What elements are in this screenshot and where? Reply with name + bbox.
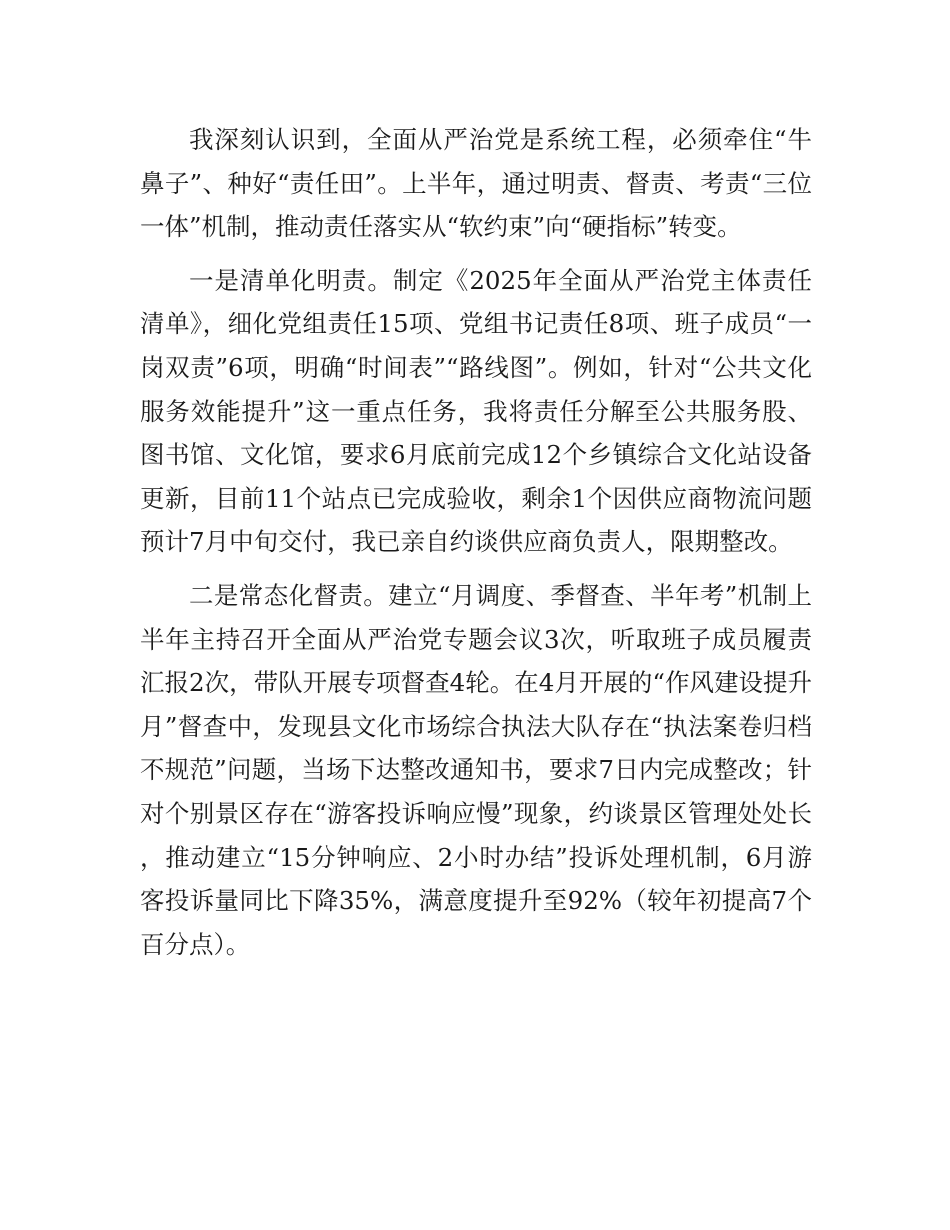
document-body	[140, 118, 812, 976]
paragraph-intro: 我深刻认识到，全面从严治党是系统工程，必须牵住“牛鼻子”、种好“责任田”。上半年，通过明责、督责、考责“三位一体”机制，推动责任落实从“软约束”向“硬指标”转变。	[140, 125, 812, 242]
paragraph-list-responsibility: 一是清单化明责。制定《2025年全面从严治党主体责任清单》，细化党组责任15项、党组书记责任8项、班子成员“一岗双责”6项，明确“时间表”“路线图”。例如，针对“公共文化服务效能提升”这一重点任务，我将责任分解至公共服务股、图书馆、文化馆，要求6月底前完成12个乡镇综合文化站设备更新，目前11个站点已完成验收，剩余1个因供应商物流问题预计7月中旬交付，我已亲自约谈供应商负责人，限期整改。	[140, 265, 812, 557]
paragraph-supervision: 二是常态化督责。建立“月调度、季督查、半年考”机制上半年主持召开全面从严治党专题会议3次，听取班子成员履责汇报2次，带队开展专项督查4轮。在4月开展的“作风建设提升月”督查中，发现县文化市场综合执法大队存在“执法案卷归档不规范”问题，当场下达整改通知书，要求7日内完成整改；针对个别景区存在“游客投诉响应慢”现象，约谈景区管理处处长，推动建立“15分钟响应、2小时办结”投诉处理机制，6月游客投诉量同比下降35%，满意度提升至92%（较年初提高7个百分点）。	[140, 580, 812, 959]
